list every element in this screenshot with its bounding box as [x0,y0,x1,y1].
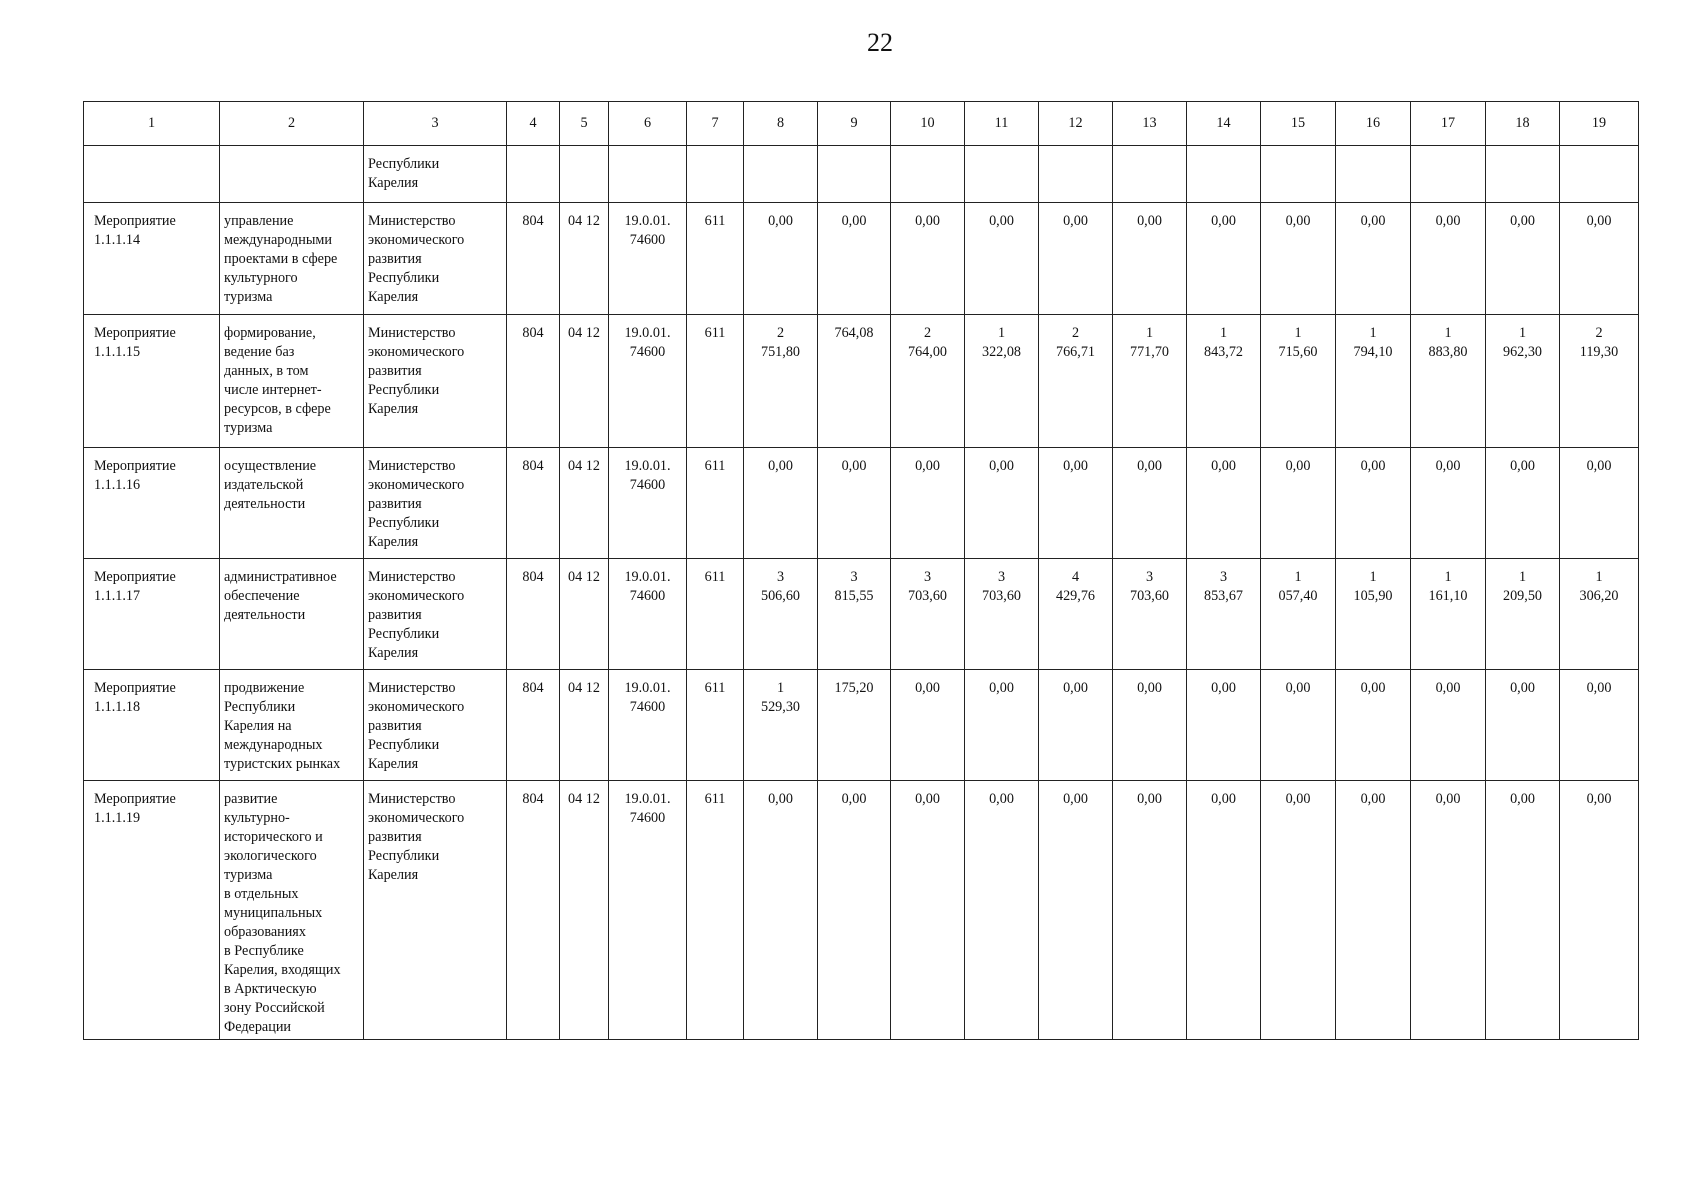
continuation-cell [364,146,507,203]
cell-text: 2 751,80 [760,325,800,360]
cell-text: Республики Карелия [368,156,440,191]
value-cell [1039,448,1113,559]
value-cell [1039,781,1113,1040]
event-name-cell [84,559,220,670]
value-cell [1336,559,1411,670]
cell-text: Министерство экономического развития Республики Карелия [368,213,465,305]
header-cell: 19 [1560,102,1639,146]
cell-text: 0,00 [768,213,793,229]
cell-text: 3 815,55 [834,569,874,604]
continuation-cell [1261,146,1336,203]
header-cell: 3 [364,102,507,146]
continuation-cell [891,146,965,203]
cell-text: Мероприятие 1.1.1.14 [94,213,176,248]
cell-text: 0,00 [915,680,940,696]
header-cell: 4 [507,102,560,146]
continuation-cell [1336,146,1411,203]
expense-type-cell [687,670,744,781]
header-cell: 13 [1113,102,1187,146]
header-cell: 11 [965,102,1039,146]
value-cell [1336,670,1411,781]
cell-text: Мероприятие 1.1.1.17 [94,569,176,604]
cell-text: 1 962,30 [1502,325,1542,360]
value-cell [1486,670,1560,781]
header-cell: 8 [744,102,818,146]
value-cell [1187,448,1261,559]
value-cell [744,781,818,1040]
header-cell: 6 [609,102,687,146]
header-cell: 14 [1187,102,1261,146]
cell-text: 0,00 [1137,213,1162,229]
section-code-cell [560,448,609,559]
value-cell [891,781,965,1040]
cell-text: 19.0.01. 74600 [624,791,671,826]
header-cell: 15 [1261,102,1336,146]
cell-text: 2 766,71 [1055,325,1095,360]
value-cell [818,781,891,1040]
cell-text: Мероприятие 1.1.1.18 [94,680,176,715]
event-name-cell [84,315,220,448]
cell-text: 804 [522,680,544,696]
cell-text: 0,00 [1360,791,1386,807]
grbs-code-cell [507,448,560,559]
value-cell [1560,448,1639,559]
cell-text: 611 [704,569,726,585]
cell-text: 0,00 [841,213,867,229]
cell-text: 0,00 [1360,680,1386,696]
table-body [84,102,1639,1040]
value-cell [1113,781,1187,1040]
table-row [84,203,1639,315]
cell-text: 19.0.01. 74600 [624,458,671,493]
section-code-cell [560,781,609,1040]
cell-text: 0,00 [1063,213,1088,229]
cell-text: 3 853,67 [1203,569,1243,604]
cell-text: 804 [522,325,544,341]
continuation-cell [965,146,1039,203]
value-cell [1560,781,1639,1040]
cell-text: 04 12 [568,680,600,696]
grbs-code-cell [507,670,560,781]
value-cell [1113,559,1187,670]
continuation-cell [507,146,560,203]
value-cell [1560,203,1639,315]
cell-text: 0,00 [1435,680,1461,696]
cell-text: 0,00 [841,458,867,474]
table-row [84,448,1639,559]
continuation-cell [1113,146,1187,203]
header-cell: 5 [560,102,609,146]
value-cell [1113,203,1187,315]
header-cell: 10 [891,102,965,146]
value-cell [965,781,1039,1040]
cell-text: административное обеспечение деятельности [224,569,337,623]
value-cell [965,670,1039,781]
target-article-cell [609,448,687,559]
cell-text: 0,00 [915,213,940,229]
target-article-cell [609,203,687,315]
cell-text: 19.0.01. 74600 [624,680,671,715]
cell-text: развитие культурно- исторического и экологического туризма в отдельных муниципальных образованиях в Республике Карелия, входящих в Арктическую зону Российской Федерации [224,791,341,1035]
value-cell [1039,203,1113,315]
value-cell [1486,781,1560,1040]
header-cell: 18 [1486,102,1560,146]
value-cell [1261,315,1336,448]
cell-text: Министерство экономического развития Республики Карелия [368,458,465,550]
value-cell [1187,670,1261,781]
header-cell: 7 [687,102,744,146]
header-cell: 17 [1411,102,1486,146]
cell-text: 0,00 [1285,680,1311,696]
value-cell [1560,670,1639,781]
cell-text: 1 771,70 [1129,325,1169,360]
cell-text: 0,00 [1063,458,1088,474]
executor-cell [364,315,507,448]
event-description-cell [220,315,364,448]
cell-text: 0,00 [1586,791,1612,807]
cell-text: 0,00 [989,213,1014,229]
value-cell [891,559,965,670]
continuation-row [84,146,1639,203]
table-row [84,781,1639,1040]
target-article-cell [609,559,687,670]
cell-text: 0,00 [989,458,1014,474]
header-cell: 16 [1336,102,1411,146]
cell-text: управление международными проектами в сфере культурного туризма [224,213,338,305]
cell-text: 611 [704,458,726,474]
cell-text: 19.0.01. 74600 [624,325,671,360]
value-cell [1411,315,1486,448]
cell-text: 175,20 [834,680,874,696]
cell-text: 0,00 [1435,458,1461,474]
cell-text: 804 [522,791,544,807]
value-cell [891,315,965,448]
value-cell [1187,203,1261,315]
executor-cell [364,448,507,559]
section-code-cell [560,670,609,781]
cell-text: 19.0.01. 74600 [624,569,671,604]
value-cell [818,315,891,448]
value-cell [1411,559,1486,670]
table-row [84,559,1639,670]
value-cell [1039,670,1113,781]
value-cell [1486,203,1560,315]
cell-text: 0,00 [1360,458,1386,474]
executor-cell [364,781,507,1040]
cell-text: 1 529,30 [760,680,800,715]
section-code-cell [560,559,609,670]
cell-text: 0,00 [1137,458,1162,474]
event-description-cell [220,670,364,781]
event-name-cell [84,448,220,559]
value-cell [1411,670,1486,781]
continuation-cell [687,146,744,203]
cell-text: 0,00 [1211,791,1236,807]
cell-text: 0,00 [989,791,1014,807]
expense-type-cell [687,559,744,670]
value-cell [744,559,818,670]
cell-text: 0,00 [915,791,940,807]
continuation-cell [220,146,364,203]
cell-text: 0,00 [989,680,1014,696]
value-cell [744,448,818,559]
cell-text: 19.0.01. 74600 [624,213,671,248]
cell-text: 1 794,10 [1353,325,1393,360]
header-cell: 12 [1039,102,1113,146]
budget-table [83,101,1639,1040]
cell-text: 1 209,50 [1502,569,1542,604]
value-cell [1336,448,1411,559]
value-cell [1113,448,1187,559]
value-cell [1261,781,1336,1040]
value-cell [818,203,891,315]
value-cell [1560,559,1639,670]
cell-text: 611 [704,791,726,807]
executor-cell [364,559,507,670]
continuation-cell [84,146,220,203]
event-description-cell [220,448,364,559]
target-article-cell [609,315,687,448]
value-cell [1411,448,1486,559]
cell-text: 0,00 [1510,791,1535,807]
value-cell [744,315,818,448]
cell-text: 0,00 [1586,680,1612,696]
cell-text: 2 764,00 [907,325,947,360]
cell-text: формирование, ведение баз данных, в том числе интернет- ресурсов, в сфере туризма [224,325,331,436]
cell-text: 0,00 [1137,680,1162,696]
expense-type-cell [687,203,744,315]
value-cell [1336,781,1411,1040]
value-cell [965,203,1039,315]
cell-text: 3 703,60 [907,569,947,604]
cell-text: 1 161,10 [1428,569,1468,604]
grbs-code-cell [507,203,560,315]
cell-text: 611 [704,680,726,696]
cell-text: 3 506,60 [760,569,800,604]
section-code-cell [560,203,609,315]
table-row [84,670,1639,781]
cell-text: Министерство экономического развития Республики Карелия [368,680,465,772]
cell-text: 0,00 [1211,458,1236,474]
value-cell [1486,559,1560,670]
cell-text: 0,00 [1285,213,1311,229]
value-cell [1113,670,1187,781]
continuation-cell [609,146,687,203]
cell-text: 3 703,60 [981,569,1021,604]
value-cell [1411,203,1486,315]
value-cell [1187,781,1261,1040]
cell-text: 0,00 [1285,791,1311,807]
cell-text: 0,00 [1211,680,1236,696]
cell-text: 04 12 [568,325,600,341]
value-cell [1261,559,1336,670]
cell-text: 0,00 [1360,213,1386,229]
event-name-cell [84,203,220,315]
cell-text: 0,00 [1510,213,1535,229]
cell-text: 0,00 [1586,213,1612,229]
value-cell [818,670,891,781]
target-article-cell [609,670,687,781]
cell-text: 1 057,40 [1278,569,1318,604]
cell-text: 0,00 [1435,791,1461,807]
value-cell [965,315,1039,448]
expense-type-cell [687,781,744,1040]
cell-text: 0,00 [768,791,793,807]
cell-text: 764,08 [834,325,874,341]
continuation-cell [744,146,818,203]
value-cell [1187,559,1261,670]
table-row [84,315,1639,448]
event-description-cell [220,203,364,315]
cell-text: 0,00 [1137,791,1162,807]
cell-text: Министерство экономического развития Республики Карелия [368,325,465,417]
cell-text: 611 [704,213,726,229]
cell-text: Министерство экономического развития Республики Карелия [368,569,465,661]
cell-text: 04 12 [568,791,600,807]
cell-text: 04 12 [568,569,600,585]
value-cell [1336,315,1411,448]
value-cell [818,448,891,559]
grbs-code-cell [507,781,560,1040]
cell-text: Мероприятие 1.1.1.16 [94,458,176,493]
value-cell [818,559,891,670]
event-description-cell [220,559,364,670]
cell-text: 1 715,60 [1278,325,1318,360]
cell-text: Министерство экономического развития Республики Карелия [368,791,465,883]
event-name-cell [84,781,220,1040]
cell-text: 2 119,30 [1579,325,1619,360]
cell-text: 1 843,72 [1203,325,1243,360]
value-cell [1261,670,1336,781]
executor-cell [364,203,507,315]
cell-text: 0,00 [768,458,793,474]
continuation-cell [1560,146,1639,203]
header-row [84,102,1639,146]
value-cell [744,203,818,315]
header-cell: 9 [818,102,891,146]
cell-text: 0,00 [1586,458,1612,474]
cell-text: Мероприятие 1.1.1.15 [94,325,176,360]
continuation-cell [1411,146,1486,203]
value-cell [1560,315,1639,448]
cell-text: 0,00 [1285,458,1311,474]
cell-text: 3 703,60 [1129,569,1169,604]
event-name-cell [84,670,220,781]
cell-text: 0,00 [1510,458,1535,474]
continuation-cell [560,146,609,203]
cell-text: 804 [522,458,544,474]
event-description-cell [220,781,364,1040]
value-cell [965,559,1039,670]
value-cell [1261,448,1336,559]
cell-text: 804 [522,569,544,585]
value-cell [1261,203,1336,315]
value-cell [891,670,965,781]
cell-text: 611 [704,325,726,341]
cell-text: 4 429,76 [1055,569,1095,604]
value-cell [1187,315,1261,448]
cell-text: 0,00 [841,791,867,807]
header-cell: 2 [220,102,364,146]
cell-text: 0,00 [1063,680,1088,696]
cell-text: 0,00 [1510,680,1535,696]
value-cell [891,448,965,559]
cell-text: 0,00 [1063,791,1088,807]
expense-type-cell [687,315,744,448]
cell-text: 1 883,80 [1428,325,1468,360]
continuation-cell [1187,146,1261,203]
cell-text: 04 12 [568,458,600,474]
section-code-cell [560,315,609,448]
cell-text: 0,00 [915,458,940,474]
executor-cell [364,670,507,781]
cell-text: 1 322,08 [981,325,1021,360]
value-cell [1039,559,1113,670]
page-number: 22 [867,28,893,57]
value-cell [1113,315,1187,448]
value-cell [744,670,818,781]
grbs-code-cell [507,559,560,670]
cell-text: 04 12 [568,213,600,229]
grbs-code-cell [507,315,560,448]
cell-text: 1 306,20 [1579,569,1619,604]
value-cell [965,448,1039,559]
header-cell: 1 [84,102,220,146]
continuation-cell [1486,146,1560,203]
cell-text: осуществление издательской деятельности [224,458,317,512]
cell-text: 1 105,90 [1353,569,1393,604]
value-cell [1486,315,1560,448]
cell-text: 0,00 [1211,213,1236,229]
value-cell [1336,203,1411,315]
value-cell [1486,448,1560,559]
value-cell [1039,315,1113,448]
continuation-cell [1039,146,1113,203]
cell-text: продвижение Республики Карелия на международных туристских рынках [224,680,341,772]
value-cell [891,203,965,315]
value-cell [1411,781,1486,1040]
continuation-cell [818,146,891,203]
expense-type-cell [687,448,744,559]
cell-text: 0,00 [1435,213,1461,229]
cell-text: 804 [522,213,544,229]
target-article-cell [609,781,687,1040]
cell-text: Мероприятие 1.1.1.19 [94,791,176,826]
